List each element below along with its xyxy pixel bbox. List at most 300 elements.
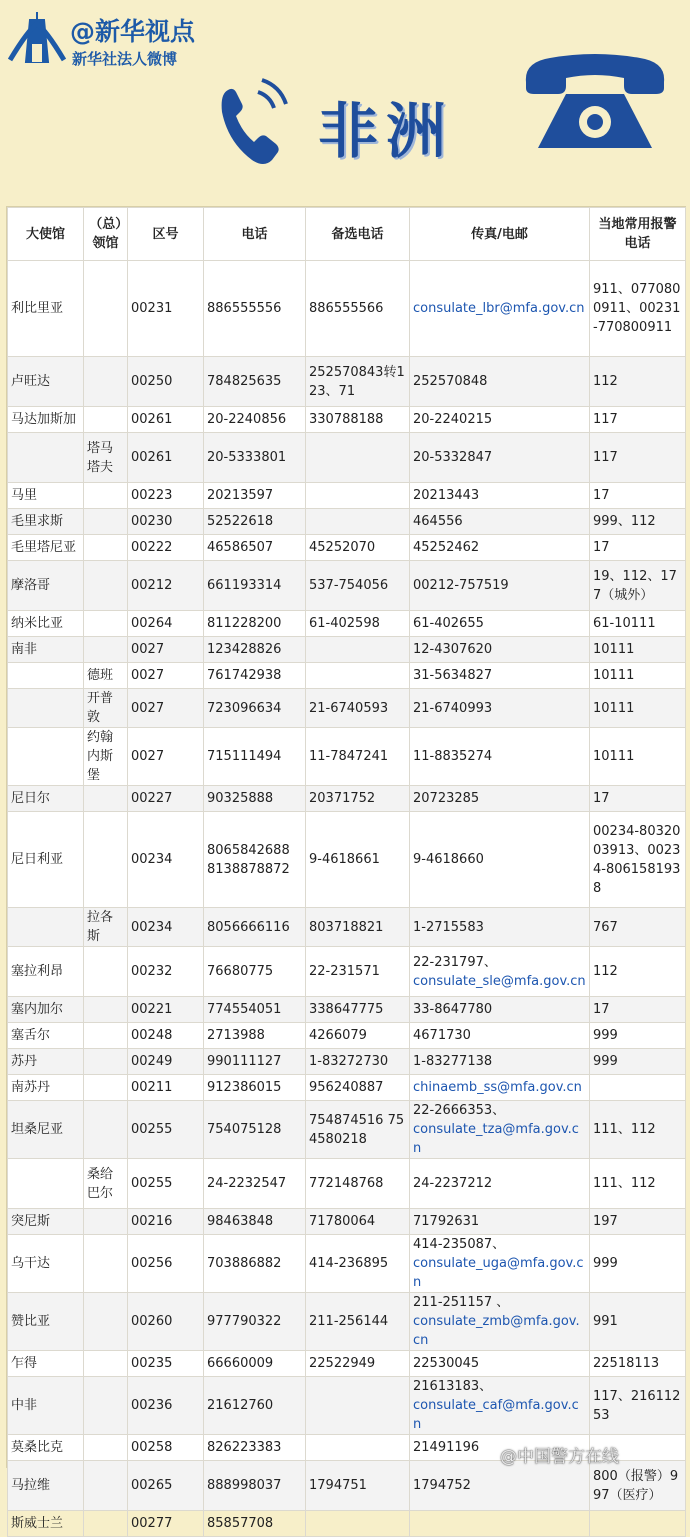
cell-code [128, 261, 204, 357]
table-row [8, 1075, 686, 1101]
cell-text: 772148768 [309, 1176, 384, 1191]
cell-police [590, 663, 686, 689]
col-header-police: 当地常用报警电话 [590, 208, 686, 261]
email-link[interactable]: chinaemb_ss@mfa.gov.cn [413, 1080, 582, 1095]
col-header-area-code: 区号 [128, 208, 204, 261]
table-row [8, 357, 686, 407]
col-header-fax-email: 传真/电邮 [410, 208, 590, 261]
cell-phone [204, 509, 306, 535]
cell-fax [410, 483, 590, 509]
cell-text: 赞比亚 [11, 1314, 51, 1329]
cell-text: 4671730 [413, 1028, 471, 1043]
cell-text: 45252462 [413, 540, 480, 555]
cell-text: 00277 [131, 1516, 173, 1531]
cell-police [590, 1209, 686, 1235]
table-row [8, 433, 686, 483]
cell-embassy [8, 357, 84, 407]
cell-embassy [8, 689, 84, 728]
email-link[interactable]: consulate_lbr@mfa.gov.cn [413, 301, 585, 316]
table-row [8, 1159, 686, 1209]
col-header-embassy: 大使馆 [8, 208, 84, 261]
cell-text: 纳米比亚 [11, 616, 64, 631]
cell-text: 723096634 [207, 700, 282, 716]
cell-code [128, 1461, 204, 1511]
cell-embassy [8, 1159, 84, 1209]
cell-fax [410, 1101, 590, 1159]
cell-text: 338647775 [309, 1002, 384, 1017]
cell-code [128, 535, 204, 561]
cell-text: 00230 [131, 514, 173, 529]
cell-text: 0027 [131, 668, 165, 683]
cell-fax [410, 433, 590, 483]
cell-text: 761742938 [207, 668, 282, 683]
cell-text: 1-83272730 [309, 1054, 389, 1069]
cell-text: 784825635 [207, 374, 282, 389]
table-row [8, 663, 686, 689]
cell-code [128, 1209, 204, 1235]
cell-alt [306, 812, 410, 908]
cell-code [128, 786, 204, 812]
table-row [8, 689, 686, 728]
cell-text: 00234 [131, 919, 173, 935]
cell-text: 22-231797、 [413, 954, 497, 970]
cell-text: 00222 [131, 540, 173, 555]
table-row [8, 1461, 686, 1511]
table-row [8, 1511, 686, 1537]
cell-fax [410, 1049, 590, 1075]
cell-text: 774554051 [207, 1002, 282, 1017]
email-link[interactable]: consulate_caf@mfa.gov.cn [413, 1398, 579, 1432]
cell-police [590, 1075, 686, 1101]
cell-text: 坦桑尼亚 [11, 1122, 64, 1137]
cell-embassy [8, 997, 84, 1023]
cell-alt [306, 637, 410, 663]
cell-text: 98463848 [207, 1214, 274, 1229]
col-header-alt-phone: 备选电话 [306, 208, 410, 261]
cell-alt [306, 1209, 410, 1235]
cell-text: 71792631 [413, 1214, 480, 1229]
cell-phone [204, 997, 306, 1023]
cell-embassy [8, 1377, 84, 1435]
cell-consulate [84, 433, 128, 483]
xinhua-logo-icon [8, 10, 66, 66]
cell-phone [204, 433, 306, 483]
cell-police [590, 1377, 686, 1435]
cell-code [128, 1293, 204, 1351]
cell-police [590, 1159, 686, 1209]
cell-phone [204, 1023, 306, 1049]
cell-text: 00261 [131, 450, 173, 465]
cell-fax [410, 1351, 590, 1377]
cell-text: 南苏丹 [11, 1080, 51, 1095]
cell-text: 22522949 [309, 1356, 376, 1371]
cell-text: 61-10111 [593, 616, 656, 631]
cell-fax [410, 1461, 590, 1511]
cell-embassy [8, 261, 84, 357]
cell-text: 22-231571 [309, 964, 380, 979]
cell-embassy [8, 1209, 84, 1235]
cell-consulate [84, 1351, 128, 1377]
cell-consulate [84, 535, 128, 561]
cell-text: 912386015 [207, 1080, 282, 1095]
cell-text: 999 [593, 1028, 618, 1043]
cell-police [590, 786, 686, 812]
cell-text: 突尼斯 [11, 1214, 51, 1229]
cell-fax [410, 1023, 590, 1049]
cell-text: 45252070 [309, 540, 376, 555]
cell-text: 毛里塔尼亚 [11, 540, 77, 555]
table-row [8, 997, 686, 1023]
cell-text: 24-2237212 [413, 1176, 493, 1191]
table-row [8, 947, 686, 997]
cell-consulate [84, 1235, 128, 1293]
cell-text: 800（报警）997（医疗） [593, 1468, 679, 1503]
cell-text: 31-5634827 [413, 668, 493, 683]
cell-alt [306, 997, 410, 1023]
cell-text: 塞拉利昂 [11, 964, 64, 979]
cell-consulate [84, 1075, 128, 1101]
cell-phone [204, 908, 306, 947]
cell-consulate [84, 1435, 128, 1461]
brand-name: @新华视点 [70, 17, 196, 46]
cell-alt [306, 1351, 410, 1377]
cell-consulate [84, 728, 128, 786]
cell-text: 毛里求斯 [11, 514, 64, 529]
cell-code [128, 1049, 204, 1075]
cell-text: 252570848 [413, 374, 488, 389]
cell-text: 00232 [131, 964, 173, 979]
cell-text: 1-83277138 [413, 1054, 493, 1069]
cell-fax [410, 561, 590, 611]
cell-text: 卢旺达 [11, 374, 51, 389]
cell-consulate [84, 561, 128, 611]
cell-fax [410, 509, 590, 535]
cell-consulate [84, 407, 128, 433]
cell-phone [204, 1235, 306, 1293]
cell-police [590, 637, 686, 663]
cell-text: 123428826 [207, 642, 282, 657]
email-link[interactable]: consulate_sle@mfa.gov.cn [413, 973, 586, 989]
cell-text: 00227 [131, 791, 173, 806]
cell-text: 10111 [593, 749, 635, 764]
cell-text: 尼日尔 [11, 791, 51, 806]
cell-consulate [84, 1023, 128, 1049]
cell-text: 956240887 [309, 1080, 384, 1095]
cell-code [128, 1023, 204, 1049]
cell-text: 00255 [131, 1122, 173, 1137]
cell-text: 00212 [131, 578, 173, 593]
cell-text: 10111 [593, 642, 635, 657]
cell-phone [204, 728, 306, 786]
cell-text: 803718821 [309, 919, 384, 935]
table-row [8, 1377, 686, 1435]
table-row [8, 812, 686, 908]
cell-fax [410, 1511, 590, 1537]
cell-fax [410, 1209, 590, 1235]
cell-code [128, 1075, 204, 1101]
cell-text: 德班 [87, 668, 114, 683]
cell-text: 911、0770800911、00231-770800911 [593, 282, 681, 335]
cell-phone [204, 1377, 306, 1435]
cell-consulate [84, 1377, 128, 1435]
cell-text: 马拉维 [11, 1478, 51, 1493]
cell-consulate [84, 1159, 128, 1209]
cell-police [590, 433, 686, 483]
cell-phone [204, 663, 306, 689]
cell-text: 00223 [131, 488, 173, 503]
table-row [8, 535, 686, 561]
cell-embassy [8, 786, 84, 812]
table-row [8, 611, 686, 637]
cell-text: 00260 [131, 1314, 173, 1329]
cell-text: 11-8835274 [413, 749, 493, 764]
cell-alt [306, 1101, 410, 1159]
cell-text: 摩洛哥 [11, 578, 51, 593]
cell-alt [306, 509, 410, 535]
cell-text: 20723285 [413, 791, 480, 806]
cell-consulate [84, 483, 128, 509]
cell-alt [306, 1023, 410, 1049]
cell-text: 117 [593, 450, 618, 465]
cell-text: 塞内加尔 [11, 1002, 64, 1017]
cell-text: 21613183、 [413, 1379, 493, 1394]
cell-embassy [8, 663, 84, 689]
cell-text: 999 [593, 1054, 618, 1069]
cell-code [128, 509, 204, 535]
cell-fax [410, 1075, 590, 1101]
cell-consulate [84, 663, 128, 689]
cell-embassy [8, 1461, 84, 1511]
cell-text: 00256 [131, 1256, 173, 1271]
email-link[interactable]: consulate_zmb@mfa.gov.cn [413, 1314, 580, 1348]
cell-embassy [8, 1351, 84, 1377]
cell-text: 南非 [11, 642, 38, 657]
cell-text: 76680775 [207, 964, 274, 979]
cell-code [128, 663, 204, 689]
cell-alt [306, 1511, 410, 1537]
cell-fax [410, 1293, 590, 1351]
cell-alt [306, 407, 410, 433]
table-row [8, 561, 686, 611]
cell-alt [306, 357, 410, 407]
cell-text: 22530045 [413, 1356, 480, 1371]
cell-alt [306, 786, 410, 812]
cell-text: 112 [593, 374, 618, 389]
cell-text: 211-256144 [309, 1314, 389, 1329]
desk-phone-icon [520, 48, 670, 154]
cell-text: 24-2232547 [207, 1176, 287, 1191]
header [0, 0, 690, 200]
cell-alt [306, 689, 410, 728]
cell-text: 00255 [131, 1176, 173, 1191]
cell-text: 开普敦 [87, 691, 114, 725]
cell-text: 00216 [131, 1214, 173, 1229]
cell-police [590, 611, 686, 637]
cell-text: 886555566 [309, 301, 384, 316]
cell-phone [204, 786, 306, 812]
cell-police [590, 812, 686, 908]
cell-code [128, 908, 204, 947]
table-row [8, 407, 686, 433]
cell-text: 252570843转123、71 [309, 364, 405, 399]
cell-text: 888998037 [207, 1478, 282, 1493]
cell-text: 66660009 [207, 1356, 274, 1371]
cell-embassy [8, 407, 84, 433]
cell-code [128, 611, 204, 637]
cell-text: 999 [593, 1256, 618, 1271]
cell-alt [306, 1075, 410, 1101]
cell-text: 21612760 [207, 1398, 274, 1413]
cell-text: 21-6740993 [413, 700, 493, 716]
cell-embassy [8, 1049, 84, 1075]
cell-text: 乌干达 [11, 1256, 51, 1271]
cell-alt [306, 611, 410, 637]
cell-alt [306, 947, 410, 997]
cell-embassy [8, 947, 84, 997]
cell-text: 00236 [131, 1398, 173, 1413]
cell-police [590, 1511, 686, 1537]
cell-phone [204, 1511, 306, 1537]
cell-alt [306, 663, 410, 689]
cell-text: 999、112 [593, 514, 656, 529]
cell-consulate [84, 812, 128, 908]
cell-police [590, 1293, 686, 1351]
cell-text: 414-235087、 [413, 1237, 506, 1252]
cell-text: 00249 [131, 1054, 173, 1069]
cell-fax [410, 812, 590, 908]
cell-code [128, 1511, 204, 1537]
cell-text: 767 [593, 919, 618, 935]
cell-text: 754075128 [207, 1122, 282, 1137]
cell-text: 703886882 [207, 1256, 282, 1271]
cell-consulate [84, 611, 128, 637]
cell-text: 莫桑比克 [11, 1440, 64, 1455]
consulate-table [6, 206, 686, 1531]
cell-phone [204, 1159, 306, 1209]
cell-phone [204, 1075, 306, 1101]
cell-fax [410, 728, 590, 786]
cell-text: 00248 [131, 1028, 173, 1043]
col-header-phone: 电话 [204, 208, 306, 261]
cell-text: 苏丹 [11, 1054, 38, 1069]
cell-police [590, 1023, 686, 1049]
table-row [8, 261, 686, 357]
cell-text: 414-236895 [309, 1256, 389, 1271]
cell-text: 22-2666353、 [413, 1103, 506, 1118]
cell-text: 117 [593, 412, 618, 427]
cell-fax [410, 786, 590, 812]
cell-embassy [8, 1511, 84, 1537]
cell-police [590, 407, 686, 433]
email-link[interactable]: consulate_tza@mfa.gov.cn [413, 1122, 579, 1156]
cell-alt [306, 1049, 410, 1075]
cell-code [128, 407, 204, 433]
cell-phone [204, 637, 306, 663]
cell-text: 20213597 [207, 488, 274, 503]
cell-text: 9-4618660 [413, 852, 484, 867]
cell-alt [306, 261, 410, 357]
cell-text: 0027 [131, 642, 165, 657]
cell-text: 537-754056 [309, 578, 389, 593]
table-row [8, 1101, 686, 1159]
table-row [8, 1049, 686, 1075]
cell-text: 61-402655 [413, 616, 484, 631]
cell-fax [410, 908, 590, 947]
cell-text: 46586507 [207, 540, 274, 555]
cell-alt [306, 1159, 410, 1209]
cell-text: 尼日利亚 [11, 852, 64, 867]
cell-code [128, 561, 204, 611]
cell-text: 8056666116 [207, 919, 290, 935]
cell-fax [410, 261, 590, 357]
cell-code [128, 637, 204, 663]
cell-alt [306, 483, 410, 509]
cell-consulate [84, 1461, 128, 1511]
cell-consulate [84, 261, 128, 357]
cell-code [128, 1377, 204, 1435]
cell-text: 乍得 [11, 1356, 38, 1371]
cell-text: 中非 [11, 1398, 38, 1413]
cell-text: 111、112 [593, 1122, 656, 1137]
cell-consulate [84, 908, 128, 947]
cell-text: 715111494 [207, 749, 282, 764]
cell-consulate [84, 1293, 128, 1351]
cell-text: 1-2715583 [413, 919, 484, 935]
cell-police [590, 689, 686, 728]
cell-code [128, 812, 204, 908]
cell-code [128, 689, 204, 728]
cell-embassy [8, 483, 84, 509]
cell-text: 00234-8032003913、00234-8061581938 [593, 823, 681, 896]
cell-text: 4266079 [309, 1028, 367, 1043]
cell-text: 21-6740593 [309, 700, 389, 716]
cell-text: 991 [593, 1314, 618, 1329]
cell-text: 21491196 [413, 1440, 480, 1455]
cell-consulate [84, 1209, 128, 1235]
cell-consulate [84, 1101, 128, 1159]
cell-phone [204, 483, 306, 509]
cell-alt [306, 1435, 410, 1461]
cell-text: 2713988 [207, 1028, 265, 1043]
cell-text: 17 [593, 488, 610, 503]
table-row [8, 1209, 686, 1235]
cell-text: 00235 [131, 1356, 173, 1371]
cell-text: 20-5332847 [413, 450, 493, 465]
cell-fax [410, 637, 590, 663]
cell-text: 00221 [131, 1002, 173, 1017]
cell-text: 拉各斯 [87, 910, 114, 944]
cell-text: 00265 [131, 1478, 173, 1493]
cell-code [128, 997, 204, 1023]
cell-consulate [84, 1049, 128, 1075]
cell-text: 90325888 [207, 791, 274, 806]
cell-text: 斯威士兰 [11, 1516, 64, 1531]
cell-embassy [8, 1023, 84, 1049]
cell-text: 桑给巴尔 [87, 1166, 114, 1201]
watermark: @中国警方在线 [500, 1447, 619, 1467]
cell-text: 10111 [593, 700, 635, 716]
email-link[interactable]: consulate_uga@mfa.gov.cn [413, 1256, 584, 1290]
cell-text: 20213443 [413, 488, 480, 503]
cell-police [590, 947, 686, 997]
page-title: 非洲 [318, 97, 454, 167]
cell-text: 17 [593, 540, 610, 555]
cell-fax [410, 663, 590, 689]
cell-text: 00211 [131, 1080, 173, 1095]
cell-embassy [8, 637, 84, 663]
cell-text: 661193314 [207, 578, 282, 593]
cell-text: 利比里亚 [11, 301, 64, 316]
